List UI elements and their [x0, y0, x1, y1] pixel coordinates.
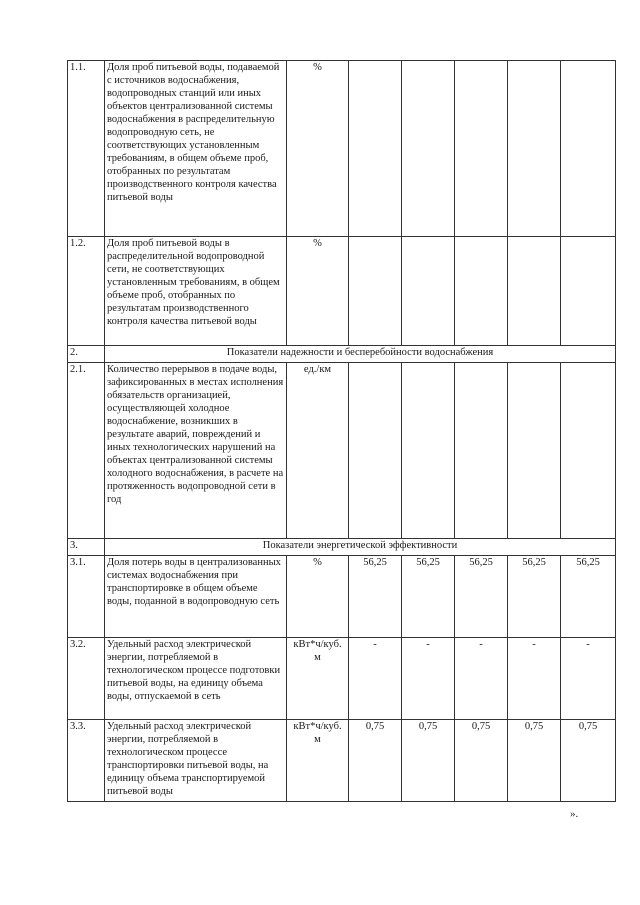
indicator-name: Удельный расход электрической энергии, потребляемой в технологическом процессе подготовки питьевой воды, на единицу объема воды, отпускаемой в сеть	[105, 638, 287, 720]
value-cell	[508, 363, 561, 539]
row-number: 3.1.	[68, 556, 105, 638]
value-cell: 56,25	[561, 556, 616, 638]
table-row	[68, 556, 616, 638]
value-cell	[508, 237, 561, 346]
section-number: 2.	[68, 346, 105, 363]
value-cell	[349, 237, 402, 346]
table-row	[68, 61, 616, 237]
indicator-name: Доля проб питьевой воды, подаваемой с источников водоснабжения, водопроводных станций или иных объектов централизованной системы водоснабжения в распределительную водопроводную сеть, не соответствующих установленным требованиям, в общем объеме проб, отобранных по результатам производственного контроля качества питьевой воды	[105, 61, 287, 237]
closing-quote-mark: ».	[570, 808, 579, 820]
value-cell: -	[455, 638, 508, 720]
section-header-row	[68, 346, 616, 363]
section-title: Показатели надежности и бесперебойности водоснабжения	[105, 346, 616, 363]
section-title: Показатели энергетической эффективности	[105, 539, 616, 556]
value-cell: -	[349, 638, 402, 720]
unit-cell: %	[287, 237, 349, 346]
value-cell	[508, 61, 561, 237]
row-number: 2.1.	[68, 363, 105, 539]
value-cell: 0,75	[349, 720, 402, 802]
unit-cell: %	[287, 61, 349, 237]
value-cell: 56,25	[402, 556, 455, 638]
value-cell	[349, 363, 402, 539]
row-number: 1.2.	[68, 237, 105, 346]
table-row	[68, 363, 616, 539]
indicator-name: Доля потерь воды в централизованных системах водоснабжения при транспортировке в общем объеме воды, поданной в водопроводную сеть	[105, 556, 287, 638]
indicator-name: Удельный расход электрической энергии, потребляемой в технологическом процессе транспортировки питьевой воды, на единицу объема транспортируемой питьевой воды	[105, 720, 287, 802]
value-cell: 56,25	[508, 556, 561, 638]
value-cell	[402, 237, 455, 346]
table-row	[68, 237, 616, 346]
row-number: 3.3.	[68, 720, 105, 802]
value-cell: 0,75	[508, 720, 561, 802]
section-number: 3.	[68, 539, 105, 556]
unit-cell: ед./км	[287, 363, 349, 539]
row-number: 1.1.	[68, 61, 105, 237]
value-cell: 0,75	[455, 720, 508, 802]
value-cell: 0,75	[402, 720, 455, 802]
value-cell: -	[402, 638, 455, 720]
unit-cell: кВт*ч/куб. м	[287, 720, 349, 802]
row-number: 3.2.	[68, 638, 105, 720]
value-cell	[561, 237, 616, 346]
table-row	[68, 638, 616, 720]
value-cell	[455, 237, 508, 346]
value-cell: 56,25	[455, 556, 508, 638]
value-cell	[455, 61, 508, 237]
indicator-name: Доля проб питьевой воды в распределительной водопроводной сети, не соответствующих установленным требованиям, в общем объеме проб, отобранных по результатам производственного контроля качества питьевой воды	[105, 237, 287, 346]
value-cell: -	[508, 638, 561, 720]
value-cell: -	[561, 638, 616, 720]
value-cell	[455, 363, 508, 539]
value-cell	[402, 61, 455, 237]
value-cell: 0,75	[561, 720, 616, 802]
value-cell	[349, 61, 402, 237]
indicators-table	[67, 60, 616, 802]
value-cell: 56,25	[349, 556, 402, 638]
table-row	[68, 720, 616, 802]
indicator-name: Количество перерывов в подаче воды, зафиксированных в местах исполнения обязательств организацией, осуществляющей холодное водоснабжение, возникших в результате аварий, повреждений и иных технологических нарушений на объектах централизованной системы холодного водоснабжения, в расчете на протяженность водопроводной сети в год	[105, 363, 287, 539]
unit-cell: %	[287, 556, 349, 638]
value-cell	[561, 61, 616, 237]
section-header-row	[68, 539, 616, 556]
value-cell	[402, 363, 455, 539]
value-cell	[561, 363, 616, 539]
unit-cell: кВт*ч/куб. м	[287, 638, 349, 720]
